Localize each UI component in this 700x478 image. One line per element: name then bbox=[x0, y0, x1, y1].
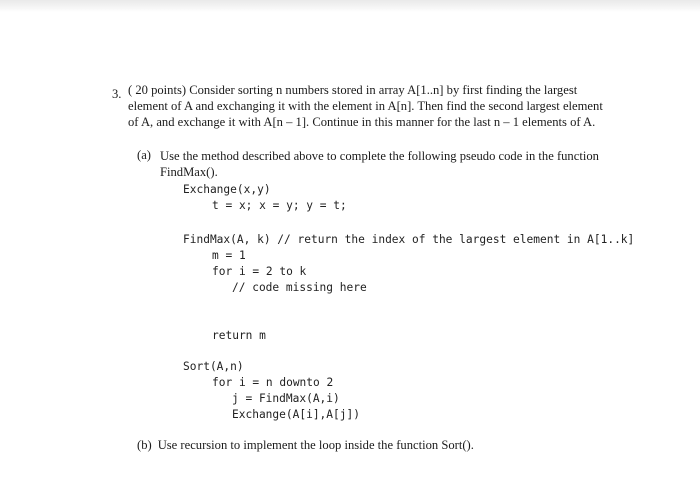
problem-line-1: ( 20 points) Consider sorting n numbers stored in array A[1..n] by first finding the largest bbox=[128, 83, 578, 97]
code-exchange-body: t = x; x = y; y = t; bbox=[212, 199, 347, 212]
code-sort-exchange: Exchange(A[i],A[j]) bbox=[232, 408, 360, 421]
part-b-label: (b) bbox=[137, 438, 152, 452]
part-a-line-1: Use the method described above to complete the following pseudo code in the function bbox=[160, 149, 599, 163]
code-sort-loop: for i = n downto 2 bbox=[212, 376, 334, 389]
part-a-line-2: FindMax(). bbox=[160, 165, 218, 179]
code-findmax-loop: for i = 2 to k bbox=[212, 265, 307, 278]
code-findmax-comment: // code missing here bbox=[232, 281, 367, 294]
code-exchange-header: Exchange(x,y) bbox=[183, 183, 271, 196]
code-sort-findmax: j = FindMax(A,i) bbox=[232, 392, 340, 405]
code-findmax-return: return m bbox=[212, 329, 266, 342]
code-sort-header: Sort(A,n) bbox=[183, 360, 244, 373]
problem-statement bbox=[128, 82, 628, 130]
part-a-instructions bbox=[160, 148, 622, 180]
part-b-text: Use recursion to implement the loop inside the function Sort(). bbox=[157, 438, 474, 452]
top-shadow-edge bbox=[0, 0, 700, 12]
problem-line-3: of A, and exchange it with A[n – 1]. Continue in this manner for the last n – 1 elements of A. bbox=[128, 115, 596, 129]
code-findmax-init: m = 1 bbox=[212, 249, 246, 262]
part-b bbox=[137, 438, 474, 453]
part-a-label: (a) bbox=[137, 148, 151, 162]
problem-number: 3. bbox=[112, 87, 122, 101]
document-page bbox=[0, 12, 700, 478]
problem-line-2: element of A and exchanging it with the element in A[n]. Then find the second largest element bbox=[128, 99, 603, 113]
code-findmax-header: FindMax(A, k) // return the index of the largest element in A[1..k] bbox=[183, 233, 635, 246]
